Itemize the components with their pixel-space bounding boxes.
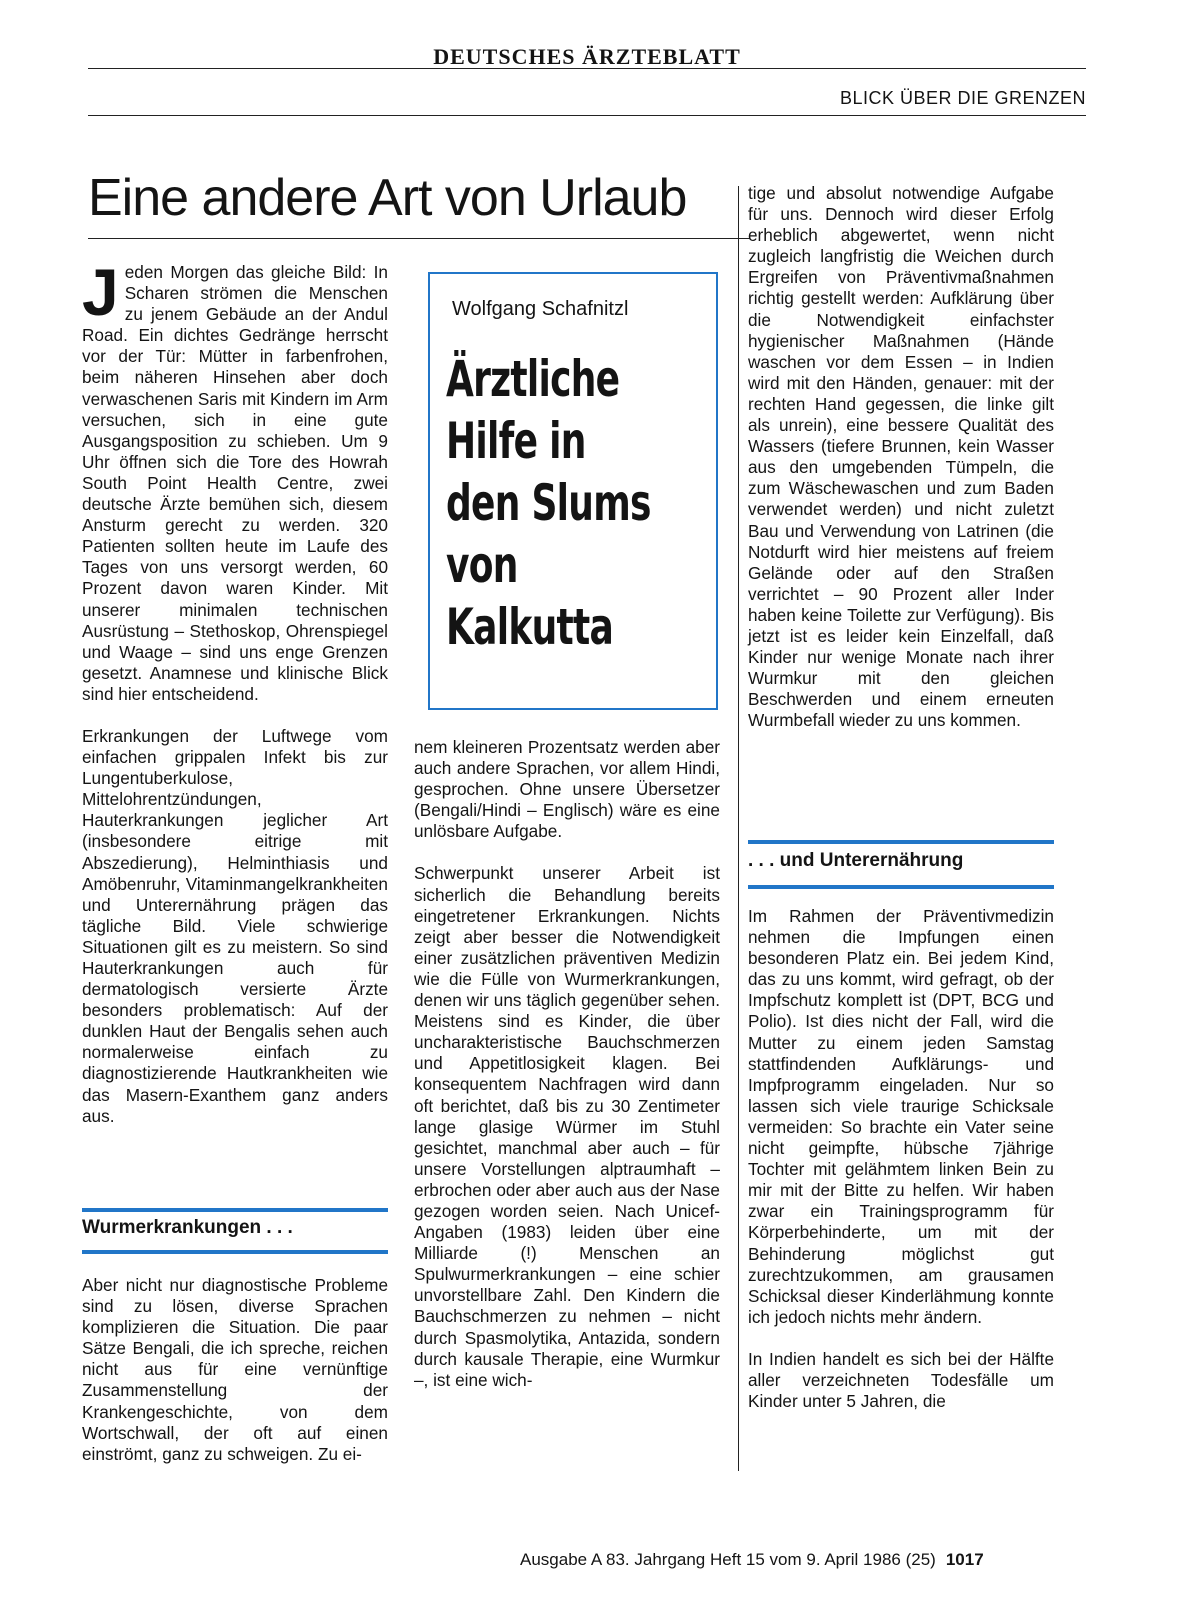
masthead: DEUTSCHES ÄRZTEBLATT (433, 44, 741, 69)
column-3 (748, 183, 1054, 752)
subhead-bar-top (748, 840, 1054, 844)
headline-line: Hilfe in (446, 412, 586, 470)
headline-line: Kalkutta (446, 598, 614, 656)
paragraph: Schwerpunkt unserer Arbeit ist sicherlich die Behandlung bereits eingetretener Erkrankungen. Nichts zeigt aber besser die Notwendigkeit einer zusätzlichen präventiven Medizin wie die Fülle von Wurmerkrankungen, denen wir uns täglich gegenüber sehen. Meistens sind es Kinder, die über uncharakteristische Bauchschmerzen und Appetitlosigkeit klagen. Bei konsequentem Nachfragen wird dann oft berichtet, daß bis zu 30 Zentimeter lange glasige Würmer im Stuhl gesichtet, manchmal aber auch – für unsere Vorstellungen alptraumhaft – erbrochen oder aber auch aus der Nase gezogen worden seien. Nach Unicef-Angaben (1983) leiden über eine Milliarde (!) Menschen an Spulwurmerkrankungen – eine schier unvorstellbare Zahl. Den Kindern die Bauchschmerzen zu nehmen – nicht durch Spasmolytika, Antazida, sondern durch kausale Therapie, eine Wurmkur –, ist eine wich- (414, 863, 720, 1390)
title-rule (88, 238, 750, 239)
paragraph: Im Rahmen der Präventivmedizin nehmen die Impfungen einen besonderen Platz ein. Bei jedem Kind, das zu uns kommt, wird gefragt, ob der Impfschutz komplett ist (DPT, BCG und Polio). Ist dies nicht der Fall, wird die Mutter zu einem jeden Samstag stattfindenden Aufklärungs- und Impfprogramm eingeladen. Nur so lassen sich viele traurige Schicksale vermeiden: So brachte ein Vater seine nicht geimpfte, hübsche 7jährige Tochter mit gelähmtem linken Bein zu mir mit der Bitte zu helfen. Wir haben zwar ein Trainingsprogramm für Körperbehinderte, um mit der Behinderung möglichst gut zurechtzukommen, am grausamen Schicksal dieser Kinderlähmung konnte ich jedoch nichts mehr ändern. (748, 906, 1054, 1327)
paragraph: Erkrankungen der Luftwege vom einfachen grippalen Infekt bis zur Lungentuberkulose, Mittelohrentzündungen, Hauterkrankungen jeglicher Art (insbesondere eitrige mit Abszedierung), Helminthiasis und Amöbenruhr, Vitaminmangelkrankheiten und Unterernährung prägen das tägliche Bild. Viele schwierige Situationen gilt es zu meistern. So sind Hauterkrankungen auch für dermatologisch versierte Ärzte besonders problematisch: Auf der dunklen Haut der Bengalis sehen auch normalerweise einfach zu diagnostizierende Hautkrankheiten wie das Masern-Exanthem ganz anders aus. (82, 725, 388, 1126)
column-3-continued (748, 906, 1054, 1433)
paragraph-text: eden Morgen das gleiche Bild: In Scharen strömen die Menschen zu jenem Gebäude an der Andul Road. Ein dichtes Gedränge herrscht vor der Tür: Mütter in farbenfrohen, beim näheren Hinsehen aber doch verwaschenen Saris mit Kindern im Arm versuchen, sich in eine gute Ausgangsposition zu schieben. Um 9 Uhr öffnen sich die Tore des Howrah South Point Health Centre, zwei deutsche Ärzte bemühen sich, diesem Ansturm gerecht zu werden. 320 Patienten sollten heute im Laufe des Tages von uns versorgt werden, 60 Prozent davon waren Kinder. Mit unserer minimalen technischen Ausrüstung – Stethoskop, Ohrenspiegel und Waage – sind uns enge Grenzen gesetzt. Anamnese und klinische Blick sind hier entscheidend. (82, 262, 388, 704)
page-number: 1017 (945, 1550, 984, 1569)
header-rule-bottom (88, 115, 1086, 116)
subhead-wurmerkrankungen: Wurmerkrankungen . . . (82, 1217, 293, 1238)
footer (520, 1550, 984, 1570)
paragraph: nem kleineren Prozentsatz werden aber auch andere Sprachen, vor allem Hindi, gesprochen. Ohne unsere Übersetzer (Bengali/Hindi – Englisch) wäre es eine unlösbare Aufgabe. (414, 737, 720, 842)
paragraph: tige und absolut notwendige Aufgabe für uns. Dennoch wird dieser Erfolg erheblich abgewertet, wenn nicht zugleich langfristig die Weichen durch Ergreifen von Präventivmaßnahmen richtig gestellt werden: Aufklärung über die Notwendigkeit einfachster hygienischer Maßnahmen (Hände waschen vor dem Essen – in Indien wird mit den Händen, genauer: mit der rechten Hand gegessen, die linke gilt als unrein), eine bessere Qualität des Wassers (tiefere Brunnen, kein Wasser aus den umgebenden Tümpeln, die zum Wäschewaschen und zum Baden verwendet werden) und nicht zuletzt Bau und Verwendung von Latrinen (die Notdurft wird hier meistens auf freiem Gelände oder auf den Straßen verrichtet – 90 Prozent aller Inder haben keine Toilette zur Verfügung). Bis jetzt ist es leider kein Einzelfall, daß Kinder nur wenige Monate nach ihrer Wurmkur mit den gleichen Beschwerden und einem erneuten Wurmbefall wieder zu uns kommen. (748, 183, 1054, 731)
headline (446, 348, 651, 658)
header-rule-top (88, 68, 1086, 69)
issue-info: Ausgabe A 83. Jahrgang Heft 15 vom 9. April 1986 (25) (520, 1550, 936, 1569)
paragraph: Aber nicht nur diagnostische Probleme sind zu lösen, diverse Sprachen komplizieren die Situation. Die paar Sätze Bengali, die ich spreche, reichen nicht aus für eine vernünftige Zusammenstellung der Krankengeschichte, von dem Wortschwall, der oft auf einen einströmt, ganz zu schweigen. Zu ei- (82, 1275, 388, 1464)
headline-line: Ärztliche (446, 350, 620, 408)
paragraph (82, 255, 388, 705)
author-name: Wolfgang Schafnitzl (452, 298, 629, 320)
column-divider (738, 186, 739, 1471)
column-2 (414, 737, 720, 1412)
headline-box (428, 272, 718, 710)
subhead-bar-top (82, 1208, 388, 1212)
subhead-bar-bottom (748, 885, 1054, 889)
headline-line: den Slums (446, 474, 651, 532)
article-title: Eine andere Art von Urlaub (88, 169, 687, 227)
subhead-bar-bottom (82, 1250, 388, 1254)
drop-cap: J (82, 255, 119, 329)
column-1 (82, 255, 388, 1148)
column-1-continued (82, 1275, 388, 1486)
subhead-unterernaehrung: . . . und Unterernährung (748, 850, 964, 871)
section-label: BLICK ÜBER DIE GRENZEN (839, 88, 1086, 108)
headline-line: von (446, 536, 518, 594)
paragraph: In Indien handelt es sich bei der Hälfte aller verzeichneten Todesfälle um Kinder unter 5 Jahren, die (748, 1348, 1054, 1412)
